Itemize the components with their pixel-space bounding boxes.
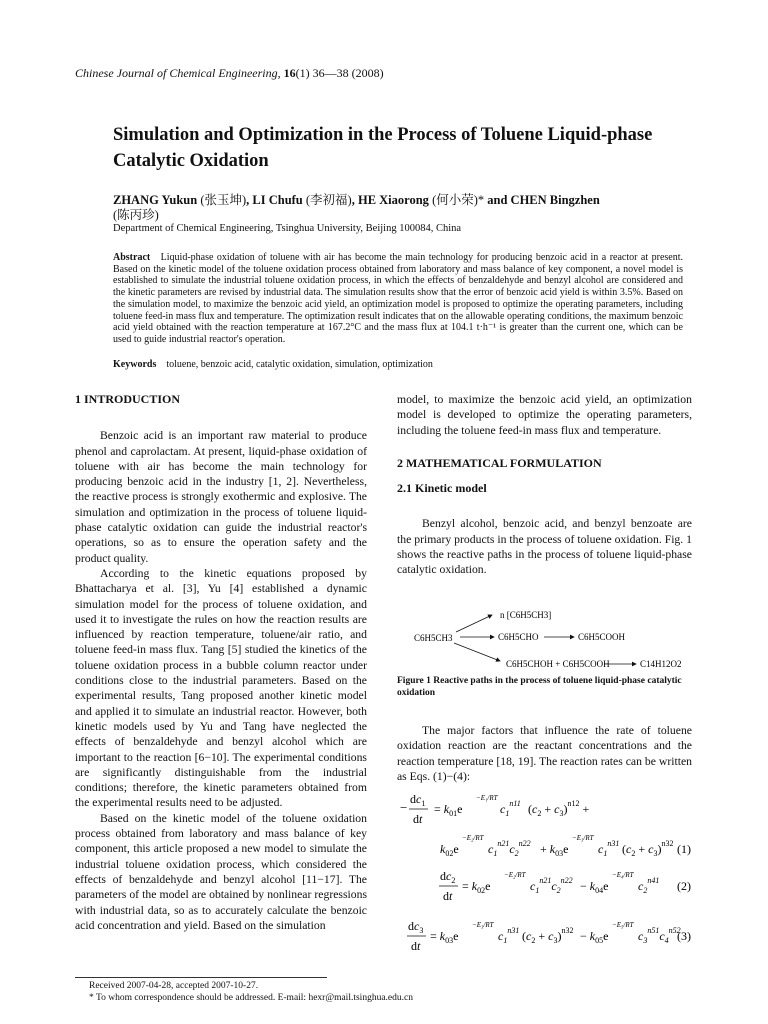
journal-name: Chinese Journal of Chemical Engineering	[75, 66, 278, 80]
journal-header: Chinese Journal of Chemical Engineering, 16(1) 36—38 (2008)	[75, 66, 384, 80]
figure-1-caption: Figure 1 Reactive paths in the process of toluene liquid-phase catalytic oxidation	[397, 676, 682, 698]
author-3-cn: (何小荣)*	[432, 193, 485, 207]
abstract-label: Abstract	[113, 252, 151, 263]
svg-text:dc2: $dc_2$	[440, 869, 456, 885]
fig-top-label: n [C6H5CH3]	[500, 610, 552, 620]
svg-text:−E₂/RT: −E₂/RT	[504, 871, 526, 879]
svg-text:−E₄/RT: −E₄/RT	[612, 871, 634, 879]
svg-text:c1n11: $c_1^{n11}$	[500, 799, 521, 818]
svg-text:= k01e: = $k_{01}e$	[434, 802, 463, 818]
svg-text:k02e: $k_{02}e$	[440, 842, 459, 858]
abstract	[113, 252, 683, 346]
intro-paragraph-2: According to the kinetic equations proposed by Bhattacharya et al. [3], Yu [4] established a dynamic simulation model for the process of toluene oxidation, and used it to investigate the rules on how the reaction results are influenced by reaction temperature, toluene/air ratio, and toluene feed-in mass flux. Tang [5] studied the kinetics of the toluene oxidation process in a bubble column reactor under conditions close to the industrial parameters. Based on the experimental results, Tang proposed another kinetic model and applied it to simulate an industrial reactor. However, both kinetic models used by Yu and Tang have neglected the effects of benzaldehyde and benzyl alcohol which are important to the reaction [6−10]. The experimental conditions are significantly distinguishable from the industrial conditions; therefore, the kinetic parameters obtained from the experimental results need to be adjusted.	[75, 566, 367, 810]
author-2: LI Chufu	[252, 193, 303, 207]
svg-text:dc3: $dc_3$	[408, 919, 424, 935]
svg-text:−E₁/RT: −E₁/RT	[476, 794, 498, 802]
arrow-up	[456, 615, 492, 632]
svg-text:−E₂/RT: −E₂/RT	[462, 834, 484, 842]
arrow-down	[454, 643, 500, 661]
equation-2-number: (2)	[677, 879, 691, 893]
affiliation: Department of Chemical Engineering, Tsinghua University, Beijing 100084, China	[113, 223, 462, 234]
footnote-correspondence: * To whom correspondence should be addressed. E-mail: hexr@mail.tsinghua.edu.cn	[89, 993, 413, 1003]
svg-text:(c2 + c3)n12 +: $(c_2 + c_3)^{n12}$ +	[528, 799, 590, 818]
keywords	[113, 359, 433, 370]
svg-text:−E₃/RT: −E₃/RT	[572, 834, 594, 842]
svg-text:c1n31: $c_1^{n31}$	[598, 839, 620, 858]
svg-text:dt: dt	[413, 812, 423, 826]
svg-text:c1n31: $c_1^{n31}$	[498, 926, 520, 945]
svg-text:c1n21c2n22: $c_1^{n21}c_2^{n22}$	[488, 839, 531, 858]
fig-mid1-label: C6H5CHO	[498, 632, 539, 642]
left-column	[75, 392, 367, 933]
author-and: and	[487, 193, 508, 207]
author-2-cn: (李初福)	[305, 193, 352, 207]
svg-text:c2n41: $c_2^{n41}$	[638, 876, 660, 895]
svg-text:−: −	[400, 800, 408, 815]
abstract-text: Liquid-phase oxidation of toluene with air has become the main technology for producing benzoic acid in a reactor at present. Based on the kinetic model of the toluene oxidation process obtained from laboratory and mass balance of key component, a novel model is established to simulate the industrial toluene oxidation process, in which the effects of benzaldehyde and benzyl alcohol are considered and the kinetic parameters are revised by industrial data. The simulation results show that the error of benzoic acid yield is within 3.5%. Based on the simulation model, to maximize the benzoic acid yield, an optimization model is proposed to optimize the operating parameters, including toluene feed-in mass flux and temperature. The optimization result indicates that on the allowable operating conditions, the maximum benzoic acid yield obtained with the reaction temperature at 167.2°C and the mass flux at 104.1 t·h⁻¹ is greater than the current one, which can be used to guide industrial reactor's operation.	[113, 252, 684, 345]
journal-issue: (1) 36—38 (2008)	[295, 66, 384, 80]
right-paragraph-2: The major factors that influence the rate of toluene oxidation reaction are the reactant concentrations and the reaction temperature [18, 19]. The reaction rates can be written as Eqs. (1)−(4):	[397, 724, 692, 783]
svg-text:(c2 + c3)n32: $(c_2 + c_3)^{n32}$	[622, 839, 674, 858]
svg-text:−E₃/RT: −E₃/RT	[472, 921, 494, 929]
right-paragraph-2-block	[397, 723, 692, 784]
subsection-2-1-heading: 2.1 Kinetic model	[397, 481, 487, 496]
figure-1-reaction-paths	[412, 602, 694, 670]
svg-text:dt: dt	[411, 939, 421, 953]
section-2-heading: 2 MATHEMATICAL FORMULATION	[397, 455, 602, 470]
right-paragraph-1: Benzyl alcohol, benzoic acid, and benzyl benzoate are the primary products in the process of toluene oxidation. Fig. 1 shows the reactive paths in the process of toluene liquid-phase catalytic oxidation.	[397, 517, 692, 577]
svg-text:= k02e: = $k_{02}e$	[462, 879, 491, 895]
svg-text:c3n51c4n52: $c_3^{n51}c_4^{n52}$	[638, 926, 681, 945]
author-list: ZHANG Yukun (张玉坤), LI Chufu (李初福), HE Xiaorong (何小荣)* and CHEN Bingzhen (陈丙珍)	[113, 193, 600, 222]
paper-title: Simulation and Optimization in the Process of Toluene Liquid-phase Catalytic Oxidation	[113, 125, 653, 171]
keywords-label: Keywords	[113, 359, 157, 370]
author-4: CHEN Bingzhen	[510, 193, 600, 207]
equation-1-number: (1)	[677, 842, 691, 856]
footnote	[75, 980, 495, 1004]
svg-text:−E₅/RT: −E₅/RT	[612, 921, 634, 929]
equation-1-line-2	[440, 834, 691, 858]
svg-text:(c2 + c3)n32: $(c_2 + c_3)^{n32}$	[522, 926, 574, 945]
author-3: HE Xiaorong	[357, 193, 429, 207]
fig-left-label: C6H5CH3	[414, 633, 453, 643]
equation-1-line-1	[400, 792, 589, 826]
fig-bot1-label: C6H5CHOH + C6H5COOH	[506, 659, 610, 669]
svg-text:− k04e: − $k_{04}e$	[580, 879, 609, 895]
fig-mid2-label: C6H5COOH	[578, 632, 626, 642]
footnote-received: Received 2007-04-28, accepted 2007-10-27.	[89, 981, 259, 991]
journal-volume: 16	[283, 66, 296, 80]
svg-text:+ k03e: + $k_{03}e$	[540, 842, 569, 858]
svg-text:= k03e: = $k_{03}e$	[430, 929, 459, 945]
intro-paragraph-1: Benzoic acid is an important raw material to produce phenol and caprolactam. At present, liquid-phase oxidation of toluene with air has become the main technology for producing benzoic acid in the industry [1, 2]. Nevertheless, the reactive process is strongly exothermic and explosive. The simulation and optimization in the process of toluene liquid-phase catalytic oxidation can guide the industrial reactor's operations, so as to ensure the operation safety and the product quality.	[75, 429, 367, 565]
fig-bot2-label: C14H12O2	[640, 659, 682, 669]
author-1: ZHANG Yukun	[113, 193, 198, 207]
equation-3	[407, 919, 691, 953]
footnote-rule	[75, 977, 327, 978]
right-paragraph-0: model, to maximize the benzoic acid yield, an optimization model is developed to optimize the operating parameters, including the toluene feed-in mass flux and temperature.	[397, 393, 692, 437]
author-4-cn: (陈丙珍)	[113, 208, 159, 222]
svg-text:dt: dt	[443, 889, 453, 903]
intro-paragraph-3: Based on the kinetic model of the toluene oxidation process obtained from laboratory and mass balance of key component, this article proposed a new model to simulate the industrial toluene oxidation process, which considered the effects of benzaldehyde and benzyl alcohol [11−17]. The parameters of the model are obtained by nonlinear regressions with industrial data, so as to accurately calculate the benzoic acid concentration and yield. Based on the simulation	[75, 811, 367, 932]
svg-text:c1n21c2n22: $c_1^{n21}c_2^{n22}$	[530, 876, 573, 895]
right-column	[397, 392, 692, 578]
keywords-text: toluene, benzoic acid, catalytic oxidation, simulation, optimization	[166, 359, 433, 370]
reaction-diagram	[412, 602, 694, 670]
author-1-cn: (张玉坤)	[200, 193, 247, 207]
section-intro-heading: 1 INTRODUCTION	[75, 392, 181, 406]
equation-2	[439, 869, 691, 903]
equations-svg	[400, 790, 700, 960]
equations-block	[400, 790, 700, 960]
svg-text:− k05e: − $k_{05}e$	[580, 929, 609, 945]
svg-text:dc1: $dc_1$	[410, 792, 426, 808]
equation-3-number: (3)	[677, 929, 691, 943]
